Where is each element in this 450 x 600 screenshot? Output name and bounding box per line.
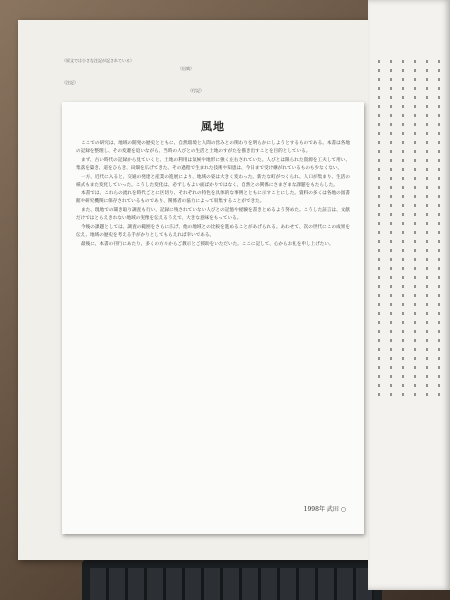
sheet-title: 風地 bbox=[201, 120, 225, 133]
paragraph: 今後の課題としては、調査の範囲をさらに広げ、他の地域との比較を進めることがあげられる。あわせて、次の世代にこの成果を伝え、地域の歴史を考える手がかりとしてもらえれば幸いである。 bbox=[76, 225, 350, 238]
top-note-line: （注記） bbox=[62, 80, 78, 85]
paragraph: 一方、近代に入ると、交通の発達と産業の進展により、地域の姿は大きく変わった。新たな町がつくられ、人口が集まり、生活の様式もまた変化していった。こうした変化は、必ずしもよい面ばかりではなく、自然との関係にさまざまな課題をもたらした。 bbox=[76, 174, 350, 188]
top-note-line: （出典） bbox=[178, 66, 194, 71]
top-note-line: （原文では小さな注記が記されている） bbox=[62, 58, 134, 63]
top-note-line: （付記） bbox=[188, 88, 204, 93]
keyboard bbox=[82, 560, 382, 600]
signature-line: 1998年 武田 ○ bbox=[303, 506, 346, 513]
keyboard-keys bbox=[90, 568, 374, 600]
text-column bbox=[438, 60, 440, 400]
paragraph: ここでの研究は、地域の開発の歴史とともに、自然環境と人間の営みとの関わりを明らかにしようとするものである。本書は各地の記録を整理し、その変遷を追いながら、当時の人びとの生活と土地のすがたを描き出すことを目的としている。 bbox=[76, 141, 350, 154]
text-column bbox=[414, 60, 416, 400]
book-right-page bbox=[368, 0, 450, 590]
paragraph: また、現地での聞き取り調査も行い、記録に残されていない人びとの記憶や経験を書きとめるよう努めた。こうした証言は、文献だけではとらえきれない地域の実像を伝えるうえで、大きな意味をもっている。 bbox=[76, 208, 350, 222]
sheet-body bbox=[76, 140, 350, 250]
text-column bbox=[402, 60, 404, 400]
paragraph: 本書では、これらの流れを時代ごとに区切り、それぞれの特色を具体的な事例とともに示すことにした。資料の多くは各地の図書館や研究機関に保存されているものであり、関係者の協力によって収集することができた。 bbox=[76, 191, 350, 205]
text-column bbox=[426, 60, 428, 400]
text-column bbox=[378, 60, 380, 400]
inserted-sheet bbox=[62, 102, 364, 534]
paragraph: まず、古い時代の記録から見ていくと、土地の利用は気候や地形に強く左右されていた。人びとは限られた資源を工夫して用い、集落を築き、道をひらき、田畑を広げてきた。その過程で生まれた技術や知恵は、今日まで受け継がれているものも少なくない。 bbox=[76, 157, 350, 171]
paragraph: 最後に、本書の刊行にあたり、多くの方々からご教示とご援助をいただいた。ここに記して、心からお礼を申し上げたい。 bbox=[81, 241, 334, 247]
text-column bbox=[390, 60, 392, 400]
